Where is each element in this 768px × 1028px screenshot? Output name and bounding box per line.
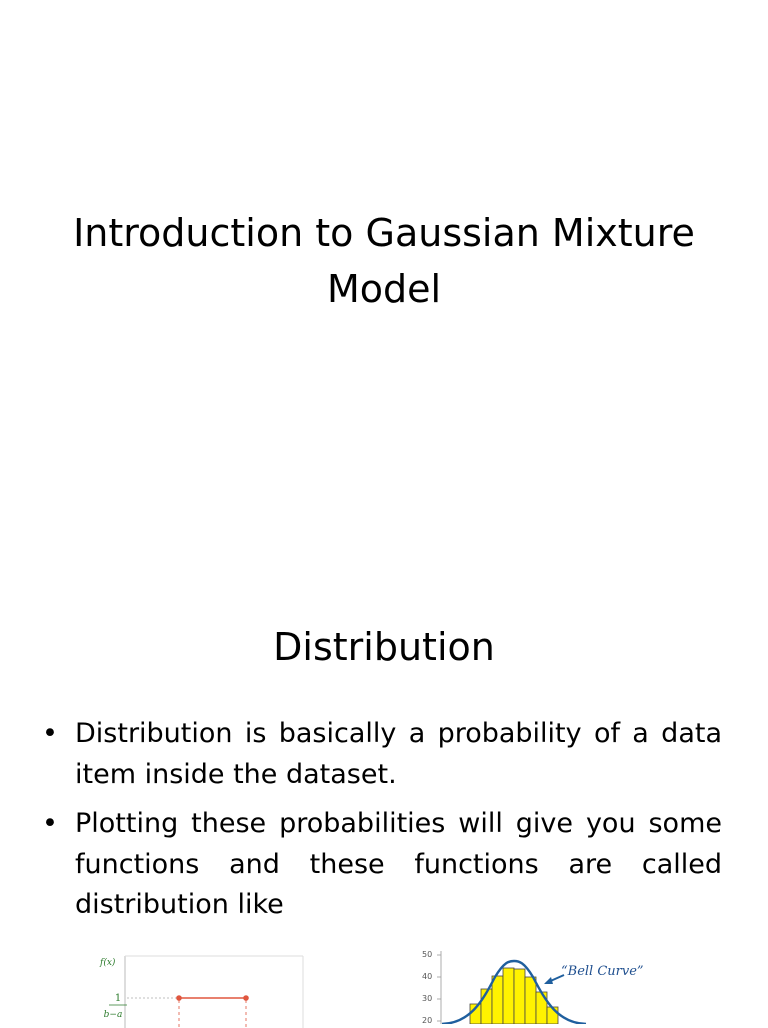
title-line-1: Introduction to Gaussian Mixture	[73, 211, 695, 255]
tick-label: 30	[422, 994, 433, 1003]
y-axis-label: f(x)	[100, 958, 116, 968]
title-line-2: Model	[326, 267, 442, 311]
left-endpoint	[176, 995, 182, 1001]
tick-group	[422, 950, 441, 1024]
tick-label: 20	[422, 1016, 433, 1024]
bullet-list	[42, 714, 722, 935]
bullet-marker: •	[42, 718, 58, 749]
tick-label: 40	[422, 972, 433, 981]
histogram-bar	[514, 969, 525, 1024]
histogram-bar	[492, 976, 503, 1024]
tick-label: 50	[422, 950, 433, 959]
uniform-distribution-figure	[95, 948, 310, 1028]
bullet-text: Plotting these probabilities will give you some functions and these functions are called distribution like	[75, 808, 722, 920]
annotation-arrow-head	[544, 977, 553, 984]
bullet-marker: •	[42, 808, 58, 839]
right-endpoint	[243, 995, 249, 1001]
slide-title	[40, 205, 728, 317]
bell-curve-figure	[420, 947, 645, 1024]
fraction-numerator: 1	[114, 993, 122, 1004]
distribution-slide	[0, 576, 768, 1024]
bullet-item	[42, 714, 722, 795]
bell-curve-annotation: “Bell Curve”	[561, 964, 644, 979]
histogram-bar	[503, 968, 514, 1024]
fraction-denominator: b−a	[103, 1010, 123, 1020]
bullet-item	[42, 804, 722, 926]
bullet-text: Distribution is basically a probability of a data item inside the dataset.	[75, 718, 722, 790]
distribution-heading: Distribution	[273, 625, 495, 669]
histogram-bar	[525, 977, 536, 1024]
